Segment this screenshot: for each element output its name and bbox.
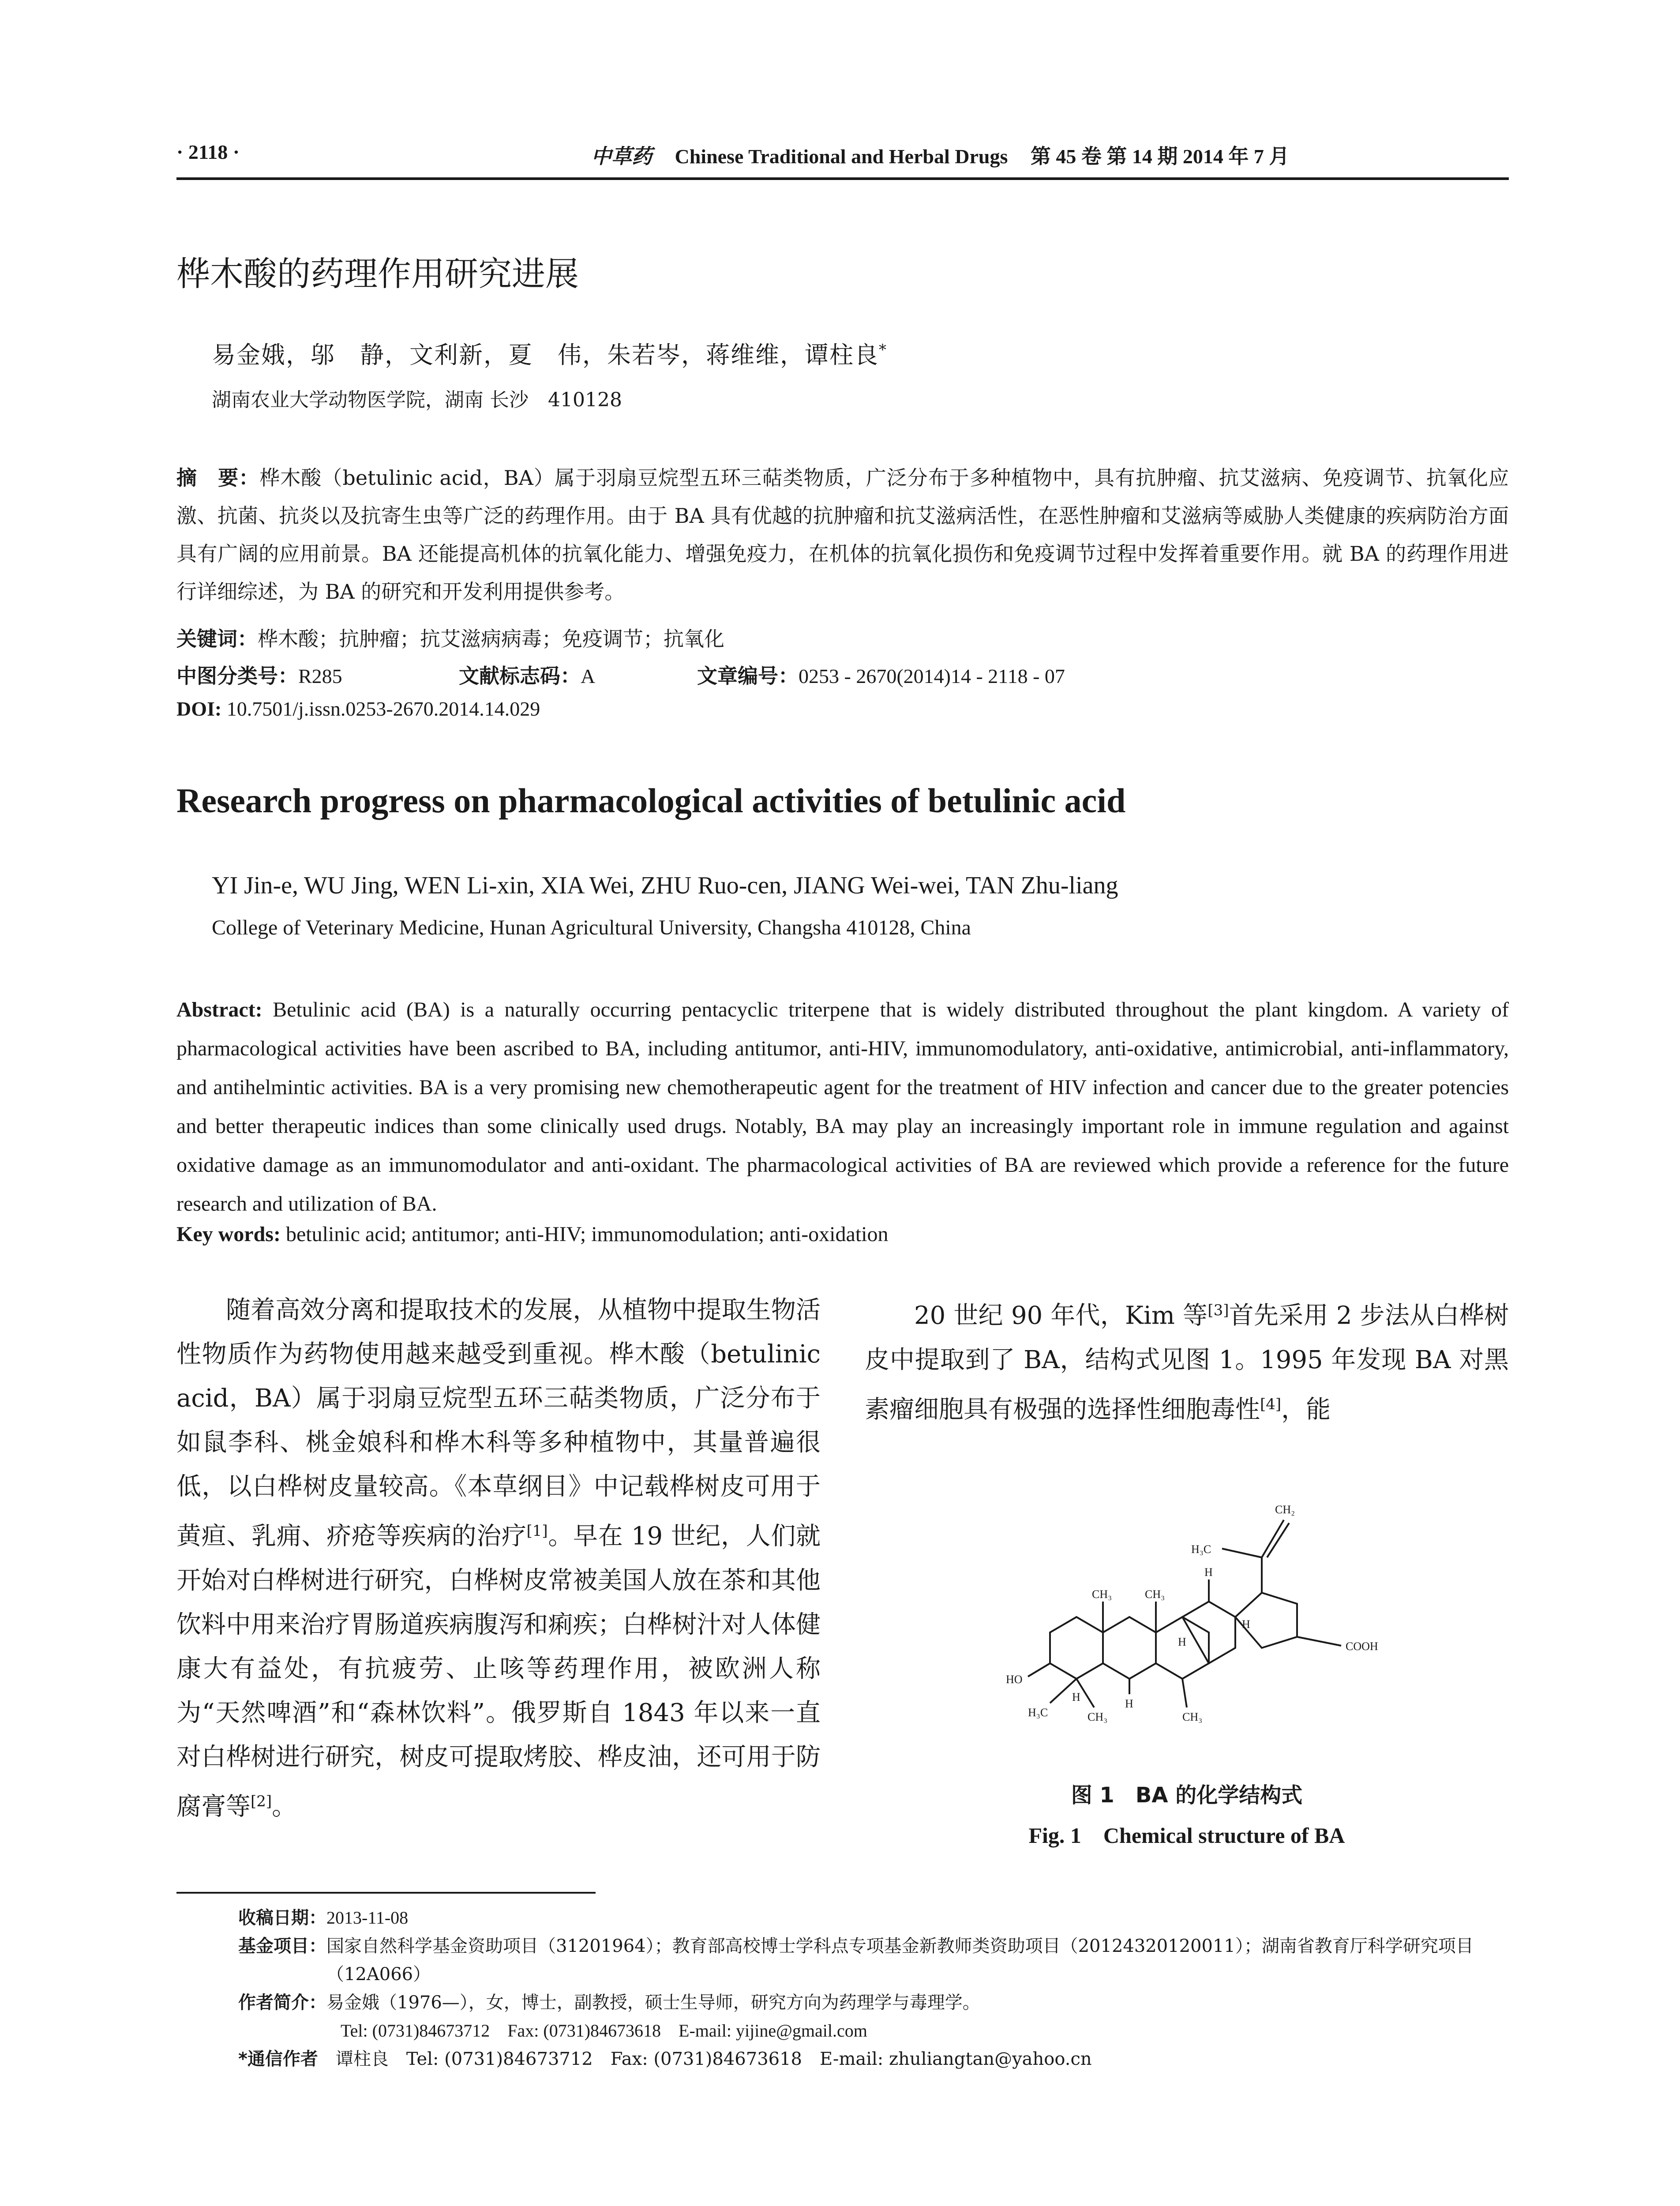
corresponding-mark: *	[879, 341, 887, 359]
label-ch3-d: CH₃	[1088, 1711, 1108, 1723]
label-ch2: CH₂	[1275, 1503, 1295, 1516]
footnote-received	[238, 1904, 1509, 1932]
body-left-text-1: 随着高效分离和提取技术的发展，从植物中提取生物活性物质作为药物使用越来越受到重视。桦木酸（betulinic acid，BA）属于羽扇豆烷型五环三萜类物质，广泛分布于如鼠李科、桃金娘科和桦木科等多种植物中，其量普遍很低，以白桦树皮量较高。《本草纲目》中记载桦树皮可用于黄疸、乳痈、疥疮等疾病的治疗	[176, 1296, 821, 1551]
label-h-mid: H	[1178, 1636, 1186, 1648]
label-h-bottom: H	[1072, 1691, 1080, 1703]
body-column-left	[176, 1288, 821, 1829]
journal-name-en: Chinese Traditional and Herbal Drugs	[675, 145, 1008, 168]
received-date: 2013-11-08	[326, 1908, 409, 1928]
keywords-cn-label: 关键词：	[176, 627, 258, 651]
body-column-right	[865, 1288, 1509, 1432]
clc-code	[176, 660, 342, 689]
corr-label: *通信作者	[238, 2049, 318, 2069]
abstract-cn	[176, 459, 1509, 611]
abstract-cn-text: 桦木酸（betulinic acid，BA）属于羽扇豆烷型五环三萜类物质，广泛分布于多种植物中，具有抗肿瘤、抗艾滋病、免疫调节、抗氧化应激、抗菌、抗炎以及抗寄生虫等广泛的药理作用。由于 BA 具有优越的抗肿瘤和抗艾滋病活性，在恶性肿瘤和艾滋病等威胁人类健康的疾病防治方面具有广阔的应用前景。BA 还能提高机体的抗氧化能力、增强免疫力，在机体的抗氧化损伤和免疫调节过程中发挥着重要作用。就 BA 的药理作用进行详细综述，为 BA 的研究和开发利用提供参考。	[176, 466, 1509, 604]
clc-label: 中图分类号：	[176, 664, 298, 688]
clc-value: R285	[298, 665, 342, 687]
footnote-corresponding	[238, 2045, 1509, 2073]
authors-cn-text: 易金娥，邬 静，文利新，夏 伟，朱若岑，蒋维维，谭柱良	[212, 341, 879, 369]
doi-label: DOI:	[176, 698, 222, 720]
label-ho: HO	[1006, 1673, 1023, 1686]
affiliation-cn: 湖南农业大学动物医学院，湖南 长沙 410128	[212, 389, 622, 411]
abstract-cn-label: 摘 要：	[176, 466, 260, 490]
label-h3c-bottom: H₃C	[1028, 1706, 1048, 1719]
doi-value: 10.7501/j.issn.0253-2670.2014.14.029	[226, 698, 540, 720]
footnote-bio-contact: Tel: (0731)84673712 Fax: (0731)84673618 E-mail: yijine@gmail.com	[341, 2021, 867, 2041]
article-number	[697, 660, 1065, 689]
doc-code-label: 文献标志码：	[459, 664, 581, 688]
label-ch3-a: CH₃	[1092, 1588, 1112, 1601]
doc-code-value: A	[581, 665, 596, 687]
chemical-structure-figure	[997, 1447, 1394, 1765]
journal-issue: 第 45 卷 第 14 期 2014 年 7 月	[1030, 145, 1290, 168]
abstract-en-text: Betulinic acid (BA) is a naturally occurring pentacyclic triterpene that is widely distributed throughout the plant kingdom. A variety of pharmacological activities have been ascribed to BA, including antitumor, anti-HIV, immunomodulatory, anti-oxidative, antimicrobial, anti-inflammatory, and antihelmintic activities. BA is a very promising new chemotherapeutic agent for the treatment of HIV infection and cancer due to the greater potencies and better therapeutic indices than some clinically used drugs. Notably, BA may play an increasingly important role in immune regulation and against oxidative damage as an immunomodulator and anti-oxidant. The pharmacological activities of BA are reviewed which provide a reference for the future research and utilization of BA.	[176, 998, 1509, 1216]
journal-info	[591, 140, 1289, 169]
article-title-cn: 桦木酸的药理作用研究进展	[176, 254, 579, 293]
author-list-en: YI Jin-e, WU Jing, WEN Li-xin, XIA Wei, ZHU Ruo-cen, JIANG Wei-wei, TAN Zhu-liang	[212, 872, 1118, 899]
structure-labels	[1006, 1503, 1378, 1723]
bio-text: 易金娥（1976—），女，博士，副教授，硕士生导师，研究方向为药理学与毒理学。	[326, 1992, 980, 2013]
keywords-cn	[176, 623, 724, 652]
label-ch3-c: CH₃	[1182, 1711, 1203, 1723]
article-title-en: Research progress on pharmacological activities of betulinic acid	[176, 781, 1126, 820]
keywords-cn-text: 桦木酸；抗肿瘤；抗艾滋病病毒；免疫调节；抗氧化	[258, 627, 724, 651]
citation-ref-4[interactable]: [4]	[1260, 1395, 1282, 1413]
footnote-rule	[176, 1892, 596, 1894]
citation-ref-3[interactable]: [3]	[1208, 1302, 1229, 1319]
document-code	[459, 660, 595, 689]
label-cooh: COOH	[1346, 1640, 1378, 1653]
ring-b	[1103, 1617, 1156, 1679]
label-h-top: H	[1204, 1566, 1213, 1579]
doi	[176, 697, 540, 720]
article-no-value: 0253 - 2670(2014)14 - 2118 - 07	[799, 665, 1065, 687]
classification-row	[176, 660, 1509, 695]
structure-bonds	[1028, 1520, 1341, 1707]
article-no-label: 文章编号：	[697, 664, 799, 688]
label-ch3-b: CH₃	[1145, 1588, 1165, 1601]
citation-ref-1[interactable]: [1]	[526, 1522, 548, 1540]
footnotes	[238, 1904, 1509, 2073]
label-h3c-top: H₃C	[1191, 1543, 1211, 1556]
figure-caption-cn: 图 1 BA 的化学结构式	[1071, 1783, 1303, 1808]
label-h-right: H	[1242, 1618, 1250, 1631]
label-h-left: H	[1125, 1697, 1133, 1710]
ring-a	[1050, 1617, 1103, 1679]
keywords-en	[176, 1222, 888, 1246]
affiliation-en: College of Veterinary Medicine, Hunan Agricultural University, Changsha 410128, China	[212, 916, 971, 939]
keywords-en-text: betulinic acid; antitumor; anti-HIV; immunomodulation; anti-oxidation	[285, 1223, 889, 1246]
body-right-text-3: ，能	[1281, 1395, 1331, 1424]
author-list-cn	[212, 336, 887, 370]
footnote-fund	[238, 1932, 1509, 1988]
keywords-en-label: Key words:	[176, 1223, 281, 1246]
received-label: 收稿日期：	[238, 1908, 326, 1928]
journal-name-cn: 中草药	[591, 144, 652, 168]
running-header	[176, 140, 1509, 176]
bio-label: 作者简介：	[238, 1992, 326, 2013]
body-right-text-2: 首先采用 2 步法从白桦树皮中提取到了 BA，结构式见图 1。1995 年发现 BA 对黑素瘤细胞具有极强的选择性细胞毒性	[865, 1301, 1509, 1424]
page-number: · 2118 ·	[176, 141, 240, 163]
body-left-text-3: 。	[272, 1792, 297, 1821]
footnote-bio	[238, 1988, 1509, 2017]
abstract-en-label: Abstract:	[176, 998, 262, 1021]
citation-ref-2[interactable]: [2]	[251, 1792, 272, 1810]
figure-caption-en: Fig. 1 Chemical structure of BA	[1028, 1823, 1345, 1848]
fund-label: 基金项目：	[238, 1936, 326, 1956]
fund-text: 国家自然科学基金资助项目（31201964）；教育部高校博士学科点专项基金新教师类资助项目（20124320120011）；湖南省教育厅科学研究项目（12A066）	[326, 1936, 1474, 1985]
header-rule	[176, 177, 1509, 180]
abstract-en	[176, 990, 1509, 1223]
corr-text: 谭柱良 Tel: (0731)84673712 Fax: (0731)84673618 E-mail: zhuliangtan@yahoo.cn	[335, 2049, 1092, 2069]
body-left-text-2: 。早在 19 世纪，人们就开始对白桦树进行研究，白桦树皮常被美国人放在茶和其他饮料中用来治疗胃肠道疾病腹泻和痢疾；白桦树汁对人体健康大有益处，有抗疲劳、止咳等药理作用，被欧洲人称为“天然啤酒”和“森林饮料”。俄罗斯自 1843 年以来一直对白桦树进行研究，树皮可提取烤胶、桦皮油，还可用于防腐膏等	[176, 1522, 821, 1821]
body-right-text-1: 20 世纪 90 年代，Kim 等	[914, 1301, 1208, 1330]
